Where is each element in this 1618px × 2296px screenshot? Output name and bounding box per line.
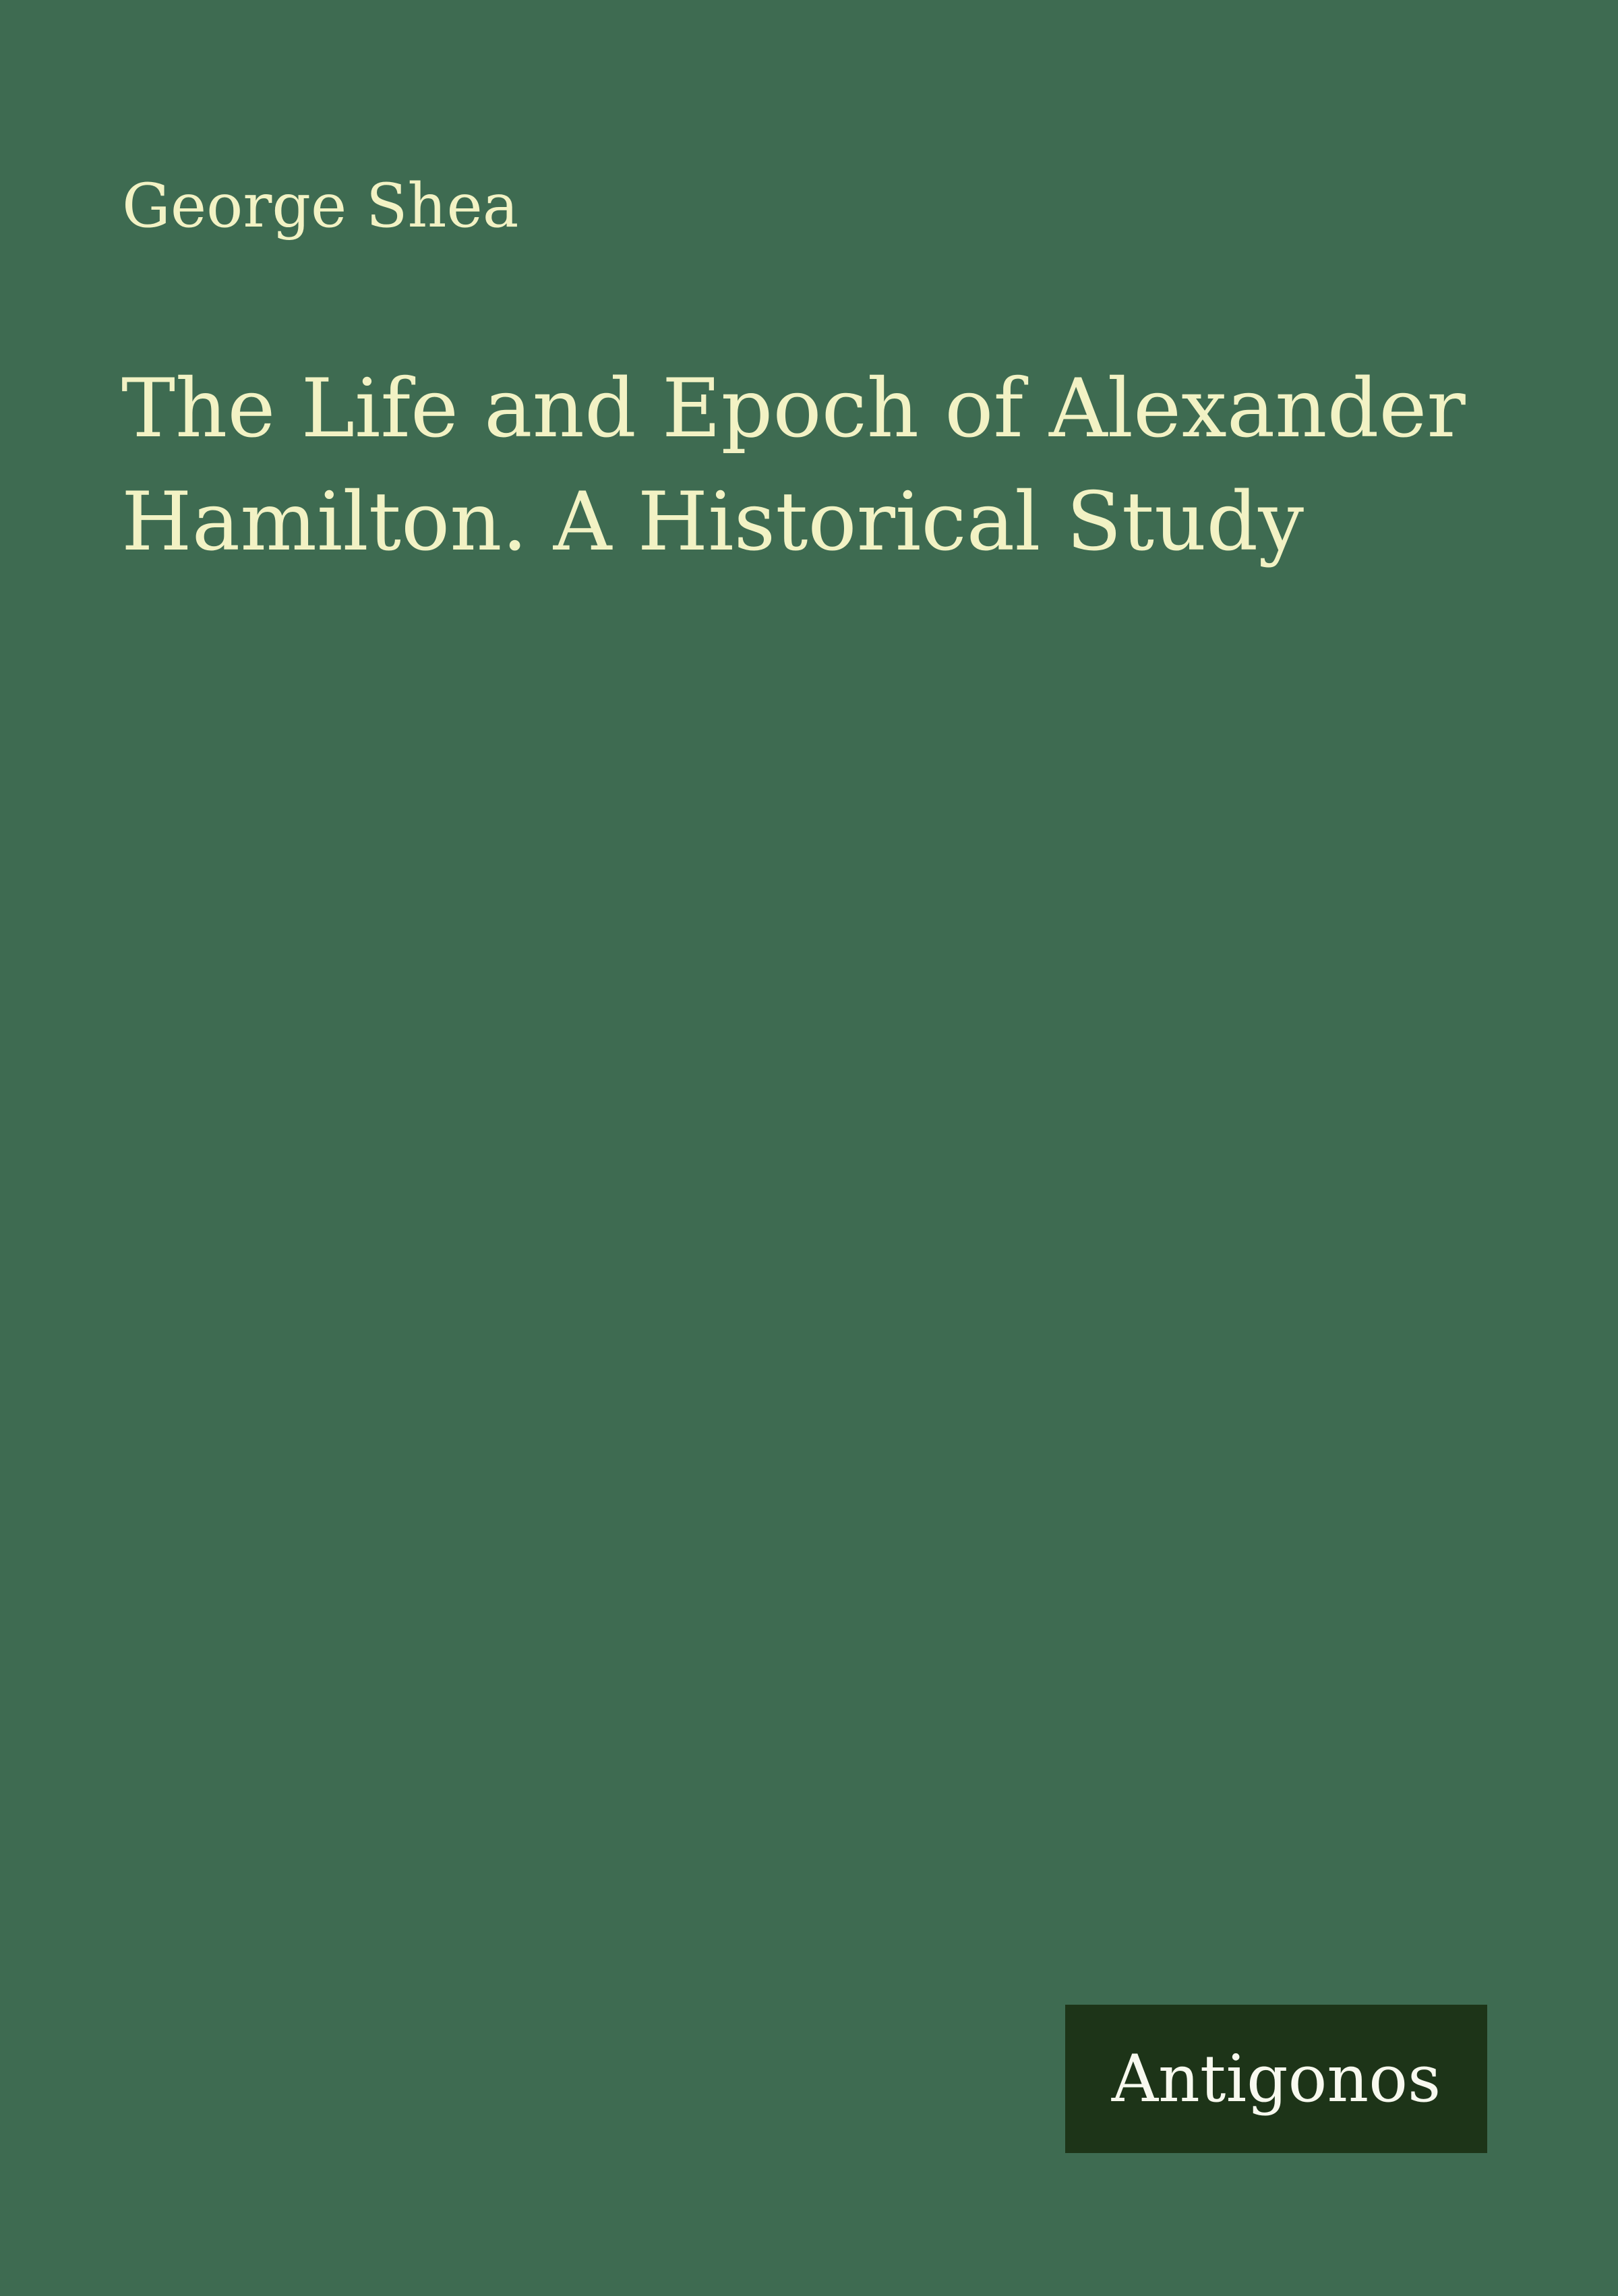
book-title (121, 353, 1510, 579)
author-name: George Shea (122, 171, 519, 241)
book-title-line-2: Hamilton. A Historical Study (121, 475, 1305, 569)
publisher-logo-box (1065, 2005, 1487, 2153)
publisher-name: Antigonos (1111, 2041, 1441, 2117)
book-title-line-1: The Life and Epoch of Alexander (121, 362, 1466, 456)
